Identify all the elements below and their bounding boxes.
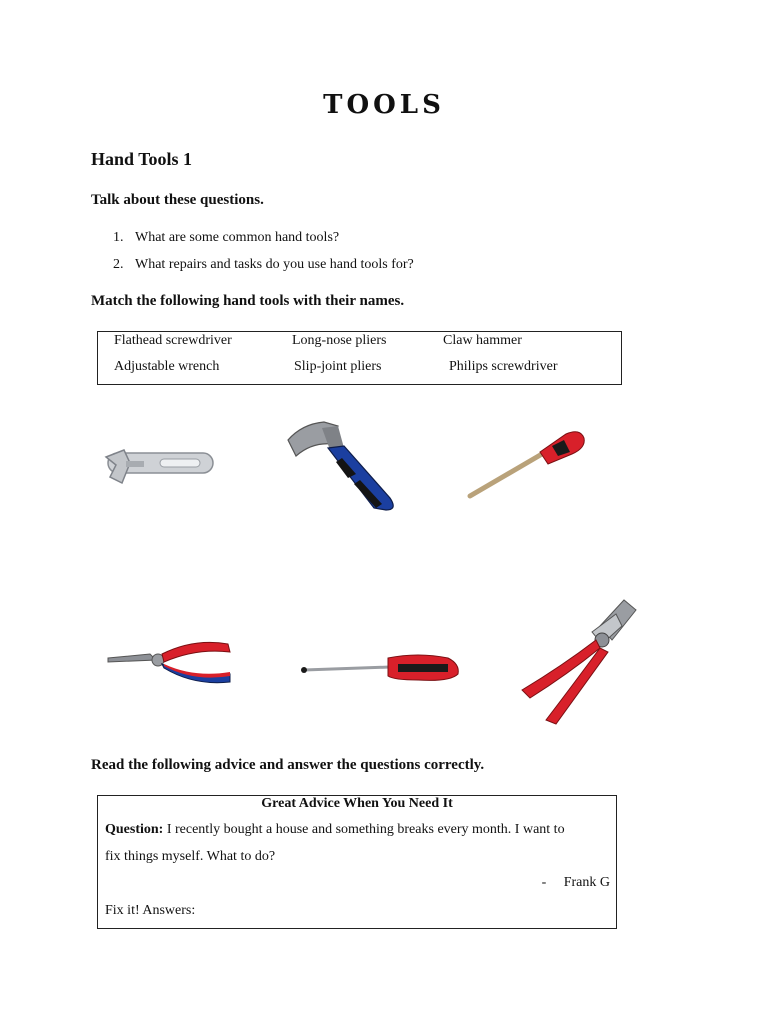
flathead-screwdriver-image bbox=[464, 424, 589, 504]
advice-question-line-1 bbox=[105, 822, 565, 838]
question-number: 1. bbox=[113, 230, 124, 245]
advice-question-line-2: fix things myself. What to do? bbox=[105, 849, 276, 864]
question-1 bbox=[113, 230, 339, 246]
word-bank-item: Flathead screwdriver bbox=[114, 333, 232, 348]
talk-prompt: Talk about these questions. bbox=[91, 192, 264, 208]
question-number: 2. bbox=[113, 257, 124, 272]
advice-box bbox=[97, 795, 617, 929]
word-bank-item: Long-nose pliers bbox=[292, 333, 387, 348]
question-label: Question: bbox=[105, 822, 164, 837]
claw-hammer-image bbox=[282, 418, 407, 518]
match-prompt: Match the following hand tools with their names. bbox=[91, 293, 405, 309]
page-title: TOOLS bbox=[323, 90, 445, 120]
long-nose-pliers-image bbox=[104, 634, 234, 686]
question-text: I recently bought a house and something breaks every month. I want to bbox=[166, 822, 565, 837]
read-prompt: Read the following advice and answer the questions correctly. bbox=[91, 757, 485, 773]
word-bank-item: Adjustable wrench bbox=[114, 359, 220, 374]
slip-joint-pliers-image bbox=[512, 596, 642, 726]
adjustable-wrench-image bbox=[100, 405, 218, 515]
question-text: What repairs and tasks do you use hand tools for? bbox=[135, 257, 414, 272]
advice-title: Great Advice When You Need It bbox=[261, 796, 453, 811]
word-bank-item: Philips screwdriver bbox=[449, 359, 558, 374]
question-2 bbox=[113, 257, 414, 273]
philips-screwdriver-image bbox=[298, 650, 463, 690]
section-heading: Hand Tools 1 bbox=[91, 149, 193, 169]
word-bank-item: Slip-joint pliers bbox=[294, 359, 382, 374]
word-bank bbox=[97, 331, 622, 385]
advice-answer-label: Fix it! Answers: bbox=[105, 903, 196, 918]
word-bank-item: Claw hammer bbox=[443, 333, 522, 348]
advice-signature: - Frank G bbox=[541, 875, 610, 890]
question-text: What are some common hand tools? bbox=[135, 230, 340, 245]
